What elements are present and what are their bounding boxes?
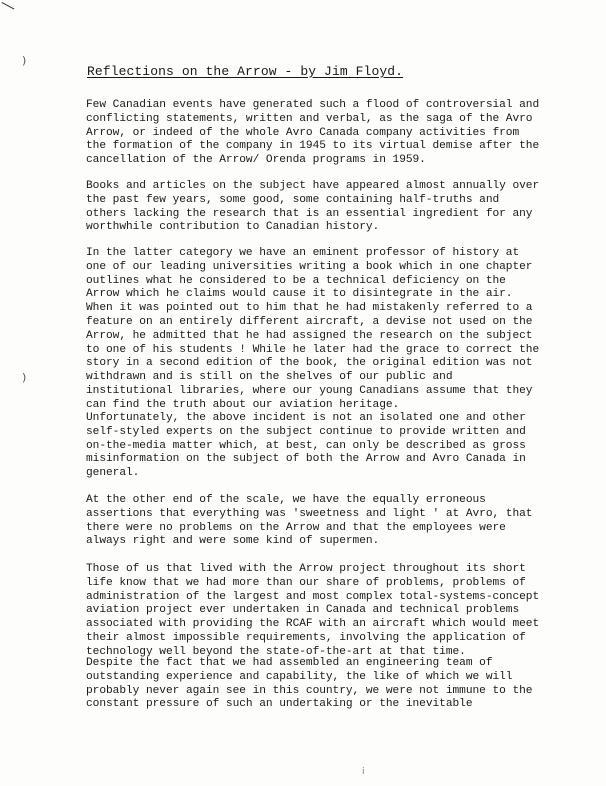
- text-line: Arrow, he admitted that he had assigned the research on the subject: [86, 329, 533, 342]
- document-title: Reflections on the Arrow - by Jim Floyd.: [87, 64, 404, 79]
- text-line: outstanding experience and capability, the like of which we will: [86, 670, 513, 683]
- paragraph-1: [86, 99, 586, 168]
- text-line: administration of the largest and most complex total-systems-concept: [86, 590, 540, 603]
- text-line: to one of his students ! While he later had the grace to correct the: [86, 343, 540, 356]
- text-line: feature on an entirely different aircraft, a devise not used on the: [86, 315, 533, 328]
- paragraph-7: [86, 657, 586, 712]
- paragraph-4: [86, 412, 586, 481]
- text-line: assertions that everything was 'sweetness and light ' at Avro, that: [86, 507, 533, 520]
- text-line: probably never again see in this country, we were not immune to the: [86, 684, 533, 697]
- text-line: constant pressure of such an undertaking or the inevitable: [86, 698, 473, 711]
- text-line: When it was pointed out to him that he had mistakenly referred to a: [86, 302, 533, 315]
- paragraph-5: [86, 494, 586, 549]
- text-line: In the latter category we have an eminent professor of history at: [86, 247, 520, 259]
- text-line: withdrawn and is still on the shelves of our public and: [86, 371, 453, 384]
- text-line: Books and articles on the subject have appeared almost annually over: [86, 180, 540, 192]
- text-line: self-styled experts on the subject continue to provide written and: [86, 425, 526, 438]
- text-line: worthwhile contribution to Canadian history.: [86, 221, 380, 234]
- paragraph-3: [86, 247, 586, 413]
- text-line: there were no problems on the Arrow and that the employees were: [86, 521, 506, 534]
- text-line: Few Canadian events have generated such a flood of controversial and: [86, 99, 540, 111]
- paragraph-6: [86, 563, 586, 660]
- text-line: Arrow, or indeed of the whole Avro Canada company activities from: [86, 126, 520, 139]
- text-line: technology well beyond the state-of-the-art at that time.: [86, 645, 466, 658]
- text-line: the formation of the company in 1945 to its virtual demise after the: [86, 140, 540, 153]
- text-line: Unfortunately, the above incident is not an isolated one and other: [86, 412, 526, 424]
- paragraph-2: [86, 180, 586, 235]
- text-line: life know that we had more than our share of problems, problems of: [86, 576, 526, 589]
- text-line: the past few years, some good, some containing half-truths and: [86, 193, 500, 206]
- text-line: always right and were some kind of supermen.: [86, 535, 380, 548]
- text-line: Those of us that lived with the Arrow project throughout its short: [86, 563, 526, 575]
- punch-hole-mark-middle: ): [22, 371, 27, 384]
- text-line: aviation project ever undertaken in Canada and technical problems: [86, 604, 520, 617]
- corner-scan-mark: [0, 2, 14, 18]
- punch-hole-mark-top: ): [22, 54, 27, 67]
- bottom-scan-speck: i: [362, 767, 365, 777]
- text-line: At the other end of the scale, we have the equally erroneous: [86, 494, 486, 506]
- text-line: conflicting statements, written and verbal, as the saga of the Avro: [86, 112, 533, 125]
- text-line: can find the truth about our aviation heritage.: [86, 398, 400, 411]
- text-line: outlines what he considered to be a technical deficiency on the: [86, 274, 506, 287]
- text-line: others lacking the research that is an essential ingredient for any: [86, 207, 533, 220]
- text-line: associated with providing the RCAF with an aircraft which would meet: [86, 618, 540, 631]
- text-line: story in a second edition of the book, the original edition was not: [86, 357, 533, 370]
- text-line: on-the-media matter which, at best, can only be described as gross: [86, 439, 526, 452]
- text-line: institutional libraries, where our young Canadians assume that they: [86, 384, 533, 397]
- text-line: cancellation of the Arrow/ Orenda programs in 1959.: [86, 154, 426, 167]
- text-line: general.: [86, 467, 140, 480]
- text-line: misinformation on the subject of both the Arrow and Avro Canada in: [86, 453, 526, 466]
- text-line: one of our leading universities writing a book which in one chapter: [86, 260, 533, 273]
- text-line: their almost impossible requirements, involving the application of: [86, 631, 526, 644]
- text-line: Despite the fact that we had assembled an engineering team of: [86, 657, 493, 669]
- text-line: Arrow which he claims would cause it to disintegrate in the air.: [86, 288, 513, 301]
